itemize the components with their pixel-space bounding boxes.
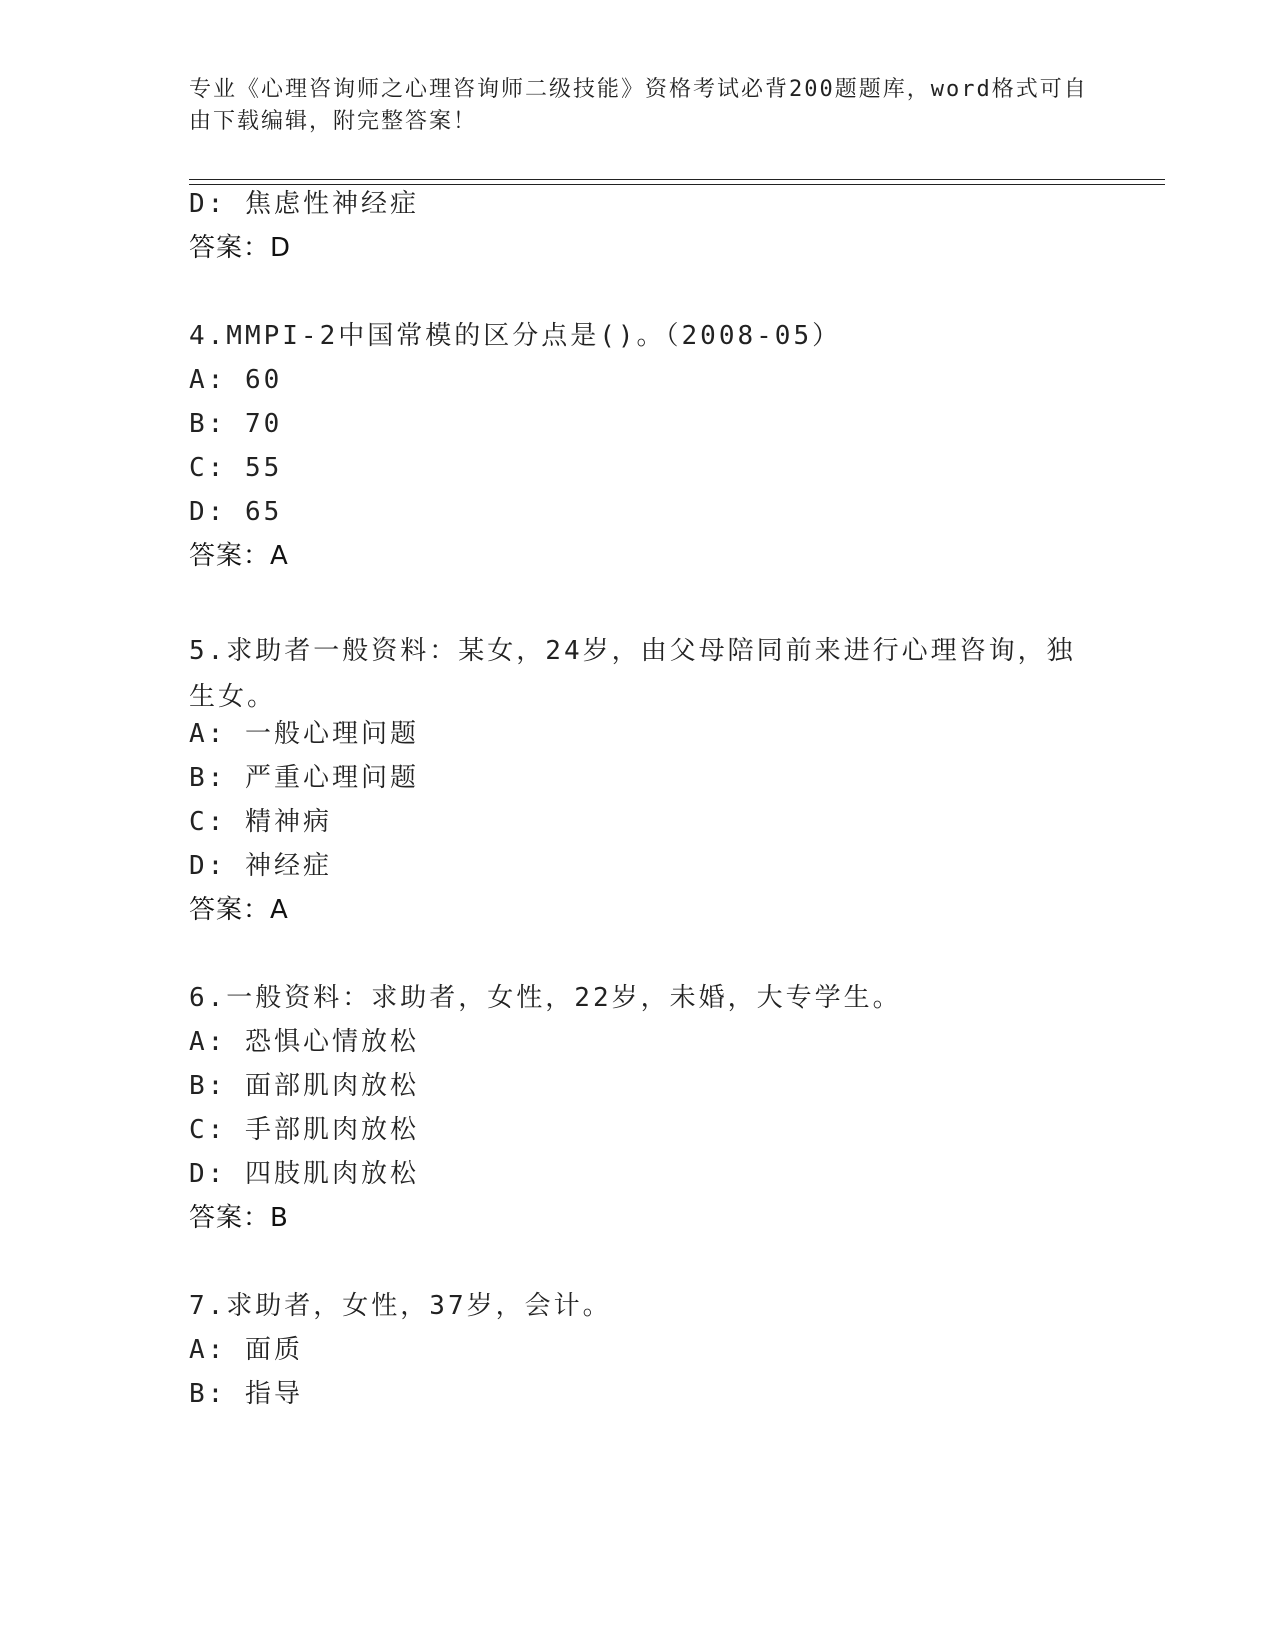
option-b: B: 严重心理问题 xyxy=(189,763,419,793)
question-stem: 5.求助者一般资料：某女，24岁，由父母陪同前来进行心理咨询，独生女。 xyxy=(189,636,1076,712)
answer-line: 答案：A xyxy=(189,541,289,571)
question-stem: 6.一般资料：求助者，女性，22岁，未婚，大专学生。 xyxy=(189,983,902,1013)
option-b: B: 70 xyxy=(189,409,283,439)
option-a: A: 恐惧心情放松 xyxy=(189,1027,419,1057)
option-d: D: 四肢肌肉放松 xyxy=(189,1159,419,1189)
option-a: A: 60 xyxy=(189,365,283,395)
header-divider-top xyxy=(189,179,1165,180)
option-d: D: 神经症 xyxy=(189,851,332,881)
document-header: 专业《心理咨询师之心理咨询师二级技能》资格考试必背200题题库，word格式可自由下载编辑，附完整答案！ xyxy=(189,77,1088,134)
option-c: C: 精神病 xyxy=(189,807,332,837)
option-d: D: 焦虑性神经症 xyxy=(189,189,419,219)
option-a: A: 一般心理问题 xyxy=(189,719,419,749)
option-c: C: 55 xyxy=(189,453,283,483)
option-b: B: 面部肌肉放松 xyxy=(189,1071,419,1101)
question-stem: 7.求助者，女性，37岁，会计。 xyxy=(189,1291,612,1321)
option-c: C: 手部肌肉放松 xyxy=(189,1115,419,1145)
answer-line: 答案：D xyxy=(189,233,292,263)
option-a: A: 面质 xyxy=(189,1335,303,1365)
question-stem: 4.MMPI-2中国常模的区分点是()。（2008-05） xyxy=(189,321,842,351)
option-d: D: 65 xyxy=(189,497,283,527)
answer-line: 答案：A xyxy=(189,895,289,925)
answer-line: 答案：B xyxy=(189,1203,289,1233)
option-b: B: 指导 xyxy=(189,1379,303,1409)
header-divider-bottom xyxy=(189,184,1165,185)
